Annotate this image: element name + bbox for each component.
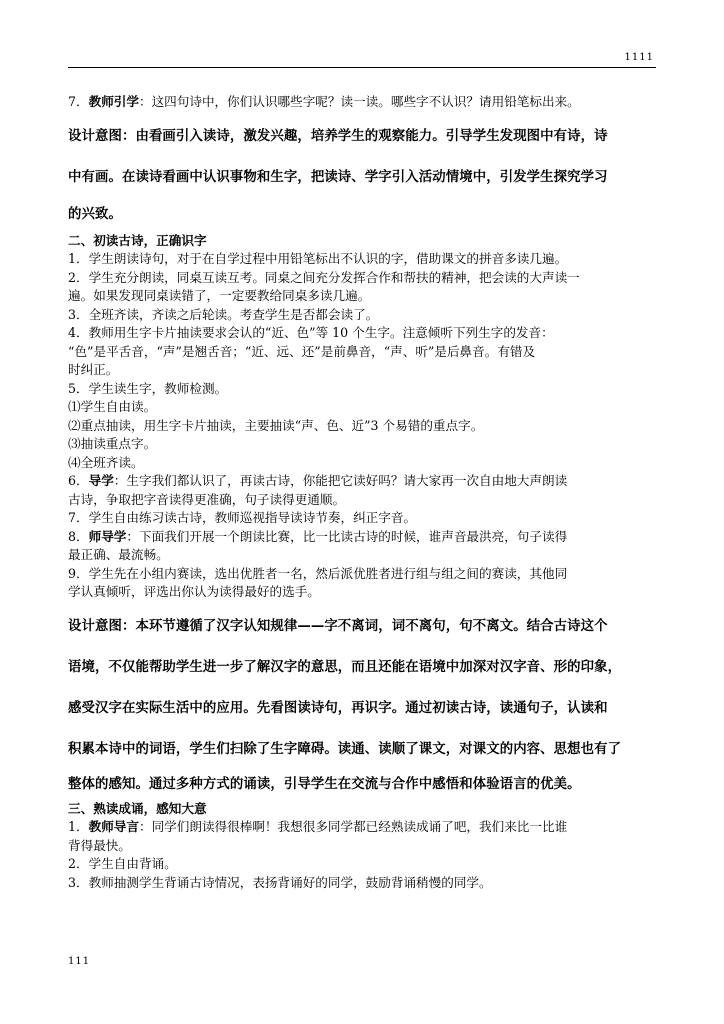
section-2-line: 1．学生朗读诗句，对于在自学过程中用铅笔标出不认识的字，借助课文的拼音多读几遍。 bbox=[68, 251, 568, 266]
item-7-teacher-guide: 7．教师引学：这四句诗中，你们认识哪些字呢？读一读。哪些字不认识？请用铅笔标出来。 bbox=[68, 94, 580, 109]
section-2-item-9-cont: 学认真倾听，评选出你认为读得最好的选手。 bbox=[68, 584, 320, 599]
section-2-line: 时纠正。 bbox=[68, 362, 119, 377]
section-2-item-9: 9．学生先在小组内赛读，选出优胜者一名，然后派优胜者进行组与组之间的赛读，其他同 bbox=[68, 565, 568, 581]
header-page-number: 1111 bbox=[624, 52, 654, 63]
section-2-item-8-cont: 最正确、最流畅。 bbox=[68, 547, 169, 562]
design-intent-1-line-2: 中有画。在读诗看画中认识事物和生字，把读诗、学字引入活动情境中，引发学生探究学习 bbox=[68, 169, 608, 185]
section-2-line: 2．学生充分朗读，同桌互读互考。同桌之间充分发挥合作和帮扶的精神，把会读的大声读一 bbox=[68, 269, 580, 285]
section-2-line: ⑷全班齐读。 bbox=[68, 454, 144, 470]
section-2-item-6: 6．导学：生字我们都认识了，再读古诗，你能把它读好吗？请大家再一次自由地大声朗读 bbox=[68, 473, 568, 488]
document-body bbox=[68, 93, 658, 892]
design-intent-2-line-3: 感受汉字在实际生活中的应用。先看图读诗句，再识字。通过初读古诗，读通句子，认读和 bbox=[68, 700, 608, 716]
section-2-line: ⑶抽读重点字。 bbox=[68, 436, 157, 451]
section-3-item-2: 2．学生自由背诵。 bbox=[68, 856, 177, 871]
design-intent-2-line-1: 设计意图：本环节遵循了汉字认知规律——字不离词，词不离句，句不离文。结合古诗这个 bbox=[68, 618, 608, 634]
section-2-item-8: 8．师导学：下面我们开展一个朗读比赛，比一比读古诗的时候，谁声音最洪亮，句子读得 bbox=[68, 528, 568, 544]
section-2-item-6-cont: 古诗，争取把字音读得更准确，句子读得更通顺。 bbox=[68, 491, 346, 507]
section-3-item-1-cont: 背得最快。 bbox=[68, 837, 131, 853]
design-intent-2-line-5: 整体的感知。通过多种方式的诵读，引导学生在交流与合作中感悟和体验语言的优美。 bbox=[68, 776, 581, 792]
header-rule bbox=[68, 67, 656, 68]
section-2-item-7: 7．学生自由练习读古诗，教师巡视指导读诗节奏，纠正字音。 bbox=[68, 510, 417, 525]
section-3-item-1: 1．教师导言：同学们朗读得很棒啊！我想很多同学都已经熟读成诵了吧，我们来比一比谁 bbox=[68, 819, 568, 834]
section-2-line: 3．全班齐读，齐读之后轮读。考查学生是否都会读了。 bbox=[68, 306, 379, 322]
section-2-line: ⑵重点抽读，用生字卡片抽读，主要抽读“声、色、近”3 个易错的重点字。 bbox=[68, 417, 484, 433]
section-3-title: 三、熟读成诵，感知大意 bbox=[68, 800, 207, 816]
section-2-line: ⑴学生自由读。 bbox=[68, 399, 157, 414]
footer-page-number: 111 bbox=[68, 956, 91, 967]
design-intent-1-line-3: 的兴致。 bbox=[68, 206, 122, 222]
design-intent-2-line-2: 语境，不仅能帮助学生进一步了解汉字的意思，而且还能在语境中加深对汉字音、形的印象， bbox=[68, 659, 622, 675]
section-2-line: “色”是平舌音，“声”是翘舌音；“近、远、还”是前鼻音，“声、听”是后鼻音。有错及 bbox=[68, 343, 536, 359]
section-2-line: 4．教师用生字卡片抽读要求会认的“近、色”等 10 个生字。注意倾听下列生字的发音： bbox=[68, 325, 554, 340]
section-2-line: 5．学生读生字，教师检测。 bbox=[68, 380, 228, 396]
section-2-line: 遍。如果发现同桌读错了，一定要教给同桌多读几遍。 bbox=[68, 288, 371, 303]
design-intent-1-line-1: 设计意图：由看画引入读诗，激发兴趣，培养学生的观察能力。引导学生发现图中有诗，诗 bbox=[68, 128, 608, 144]
design-intent-2-line-4: 积累本诗中的词语，学生们扫除了生字障碍。读通、读顺了课文，对课文的内容、思想也有了 bbox=[68, 741, 622, 757]
section-3-item-3: 3．教师抽测学生背诵古诗情况，表扬背诵好的同学，鼓励背诵稍慢的同学。 bbox=[68, 874, 492, 890]
section-2-title: 二、初读古诗，正确识字 bbox=[68, 232, 207, 248]
